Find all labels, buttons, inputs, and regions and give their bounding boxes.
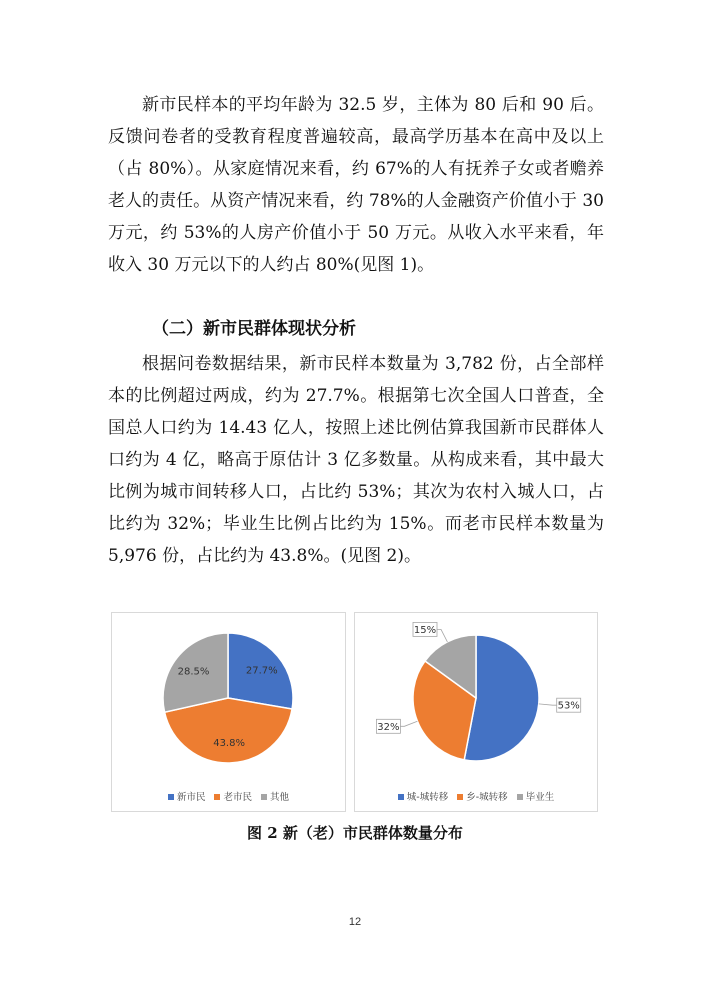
legend-item	[168, 789, 206, 803]
legend-item	[261, 789, 289, 803]
legend-swatch	[398, 794, 404, 800]
leader-line	[437, 629, 447, 642]
legend-label: 城-城转移	[406, 792, 449, 803]
body-paragraph-analysis: 根据问卷数据结果，新市民样本数量为 3,782 份，占全部样本的比例超过两成，约为 27.7%。根据第七次全国人口普查，全国总人口约为 14.43 亿人，按照上述比例估算我国新市民群体人口约为 4 亿，略高于原估计 3 亿多数量。从构成来看，其中最大比例为城市间转移人口，占比约 53%；其次为农村入城人口，占比约为 32%；毕业生比例占比约为 15%。而老市民样本数量为 5,976 份，占比约为 43.8%。(见图 2)。	[108, 354, 604, 566]
pie-chart-citizen-share	[111, 612, 346, 812]
pie-data-label: 27.7%	[245, 665, 278, 677]
legend-item	[457, 789, 507, 803]
section-heading: （二）新市民群体现状分析	[152, 319, 356, 339]
pie-data-label: 53%	[557, 700, 580, 712]
legend-label: 新市民	[176, 792, 206, 803]
leader-line	[539, 704, 557, 705]
legend-swatch	[168, 794, 174, 800]
pie-chart-citizen-share-svg	[112, 613, 345, 788]
pie-data-label: 43.8%	[213, 738, 245, 750]
legend-swatch	[517, 794, 523, 800]
pie-data-label: 15%	[413, 624, 437, 636]
pie-chart-new-citizen-composition-svg	[355, 613, 597, 788]
chart-legend	[112, 789, 345, 803]
legend-swatch	[261, 794, 267, 800]
legend-item	[517, 789, 555, 803]
page-number: 12	[348, 916, 362, 928]
legend-label: 其他	[270, 792, 290, 803]
leader-line	[400, 721, 417, 726]
legend-item	[214, 789, 252, 803]
legend-item	[398, 789, 448, 803]
legend-swatch	[214, 794, 220, 800]
body-paragraph-demographics: 新市民样本的平均年龄为 32.5 岁，主体为 80 后和 90 后。反馈问卷者的受教育程度普遍较高，最高学历基本在高中及以上（占 80%）。从家庭情况来看，约 67%的人有抚养子女或者赡养老人的责任。从资产情况来看，约 78%的人金融资产价值小于 30 万元，约 53%的人房产价值小于 50 万元。从收入水平来看，年收入 30 万元以下的人约占 80%(见图 1)。	[108, 95, 604, 275]
pie-data-label: 28.5%	[177, 666, 210, 678]
legend-label: 乡-城转移	[466, 792, 508, 803]
legend-label: 毕业生	[525, 792, 555, 803]
pie-data-label: 32%	[377, 721, 400, 733]
legend-swatch	[457, 794, 463, 800]
legend-label: 老市民	[223, 792, 252, 803]
figure-caption: 图 2 新（老）市民群体数量分布	[247, 824, 463, 842]
pie-chart-new-citizen-composition	[354, 612, 598, 812]
chart-legend	[355, 789, 597, 803]
